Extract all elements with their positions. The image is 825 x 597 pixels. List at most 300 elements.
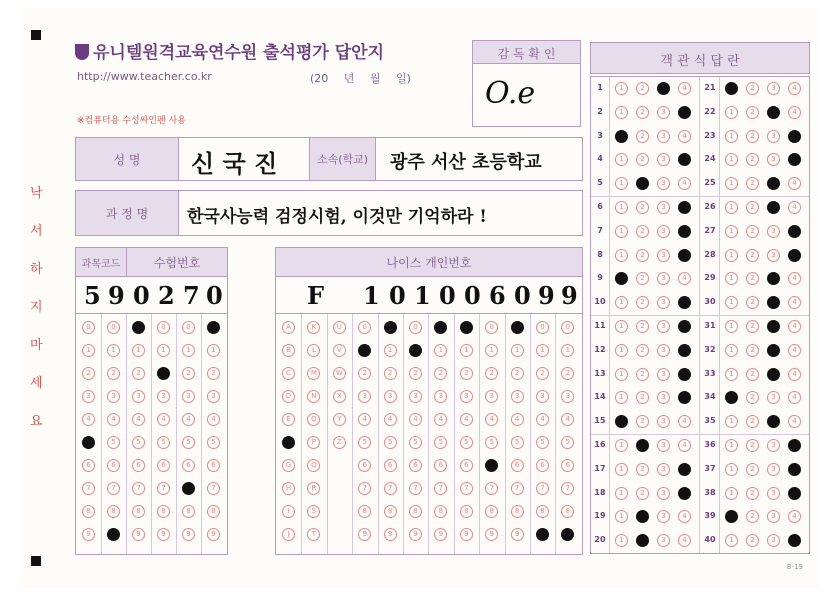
answer-bubble[interactable]: 1 <box>725 82 738 95</box>
exam-digit-bubble[interactable]: 8 <box>107 505 120 518</box>
answer-bubble[interactable]: 3 <box>657 106 670 119</box>
answer-bubble[interactable]: 3 <box>767 106 780 119</box>
answer-bubble[interactable]: 4 <box>678 249 691 262</box>
exam-digit-bubble[interactable]: 9 <box>132 528 145 541</box>
answer-bubble[interactable]: 4 <box>788 272 801 285</box>
answer-bubble[interactable]: 3 <box>767 510 780 523</box>
answer-bubble[interactable]: 1 <box>725 201 738 214</box>
exam-digit-bubble[interactable]: 5 <box>82 436 95 449</box>
exam-digit-bubble[interactable]: 2 <box>207 367 220 380</box>
answer-bubble[interactable]: 2 <box>746 225 759 238</box>
answer-bubble[interactable]: 1 <box>725 510 738 523</box>
neis-bubble[interactable]: W <box>333 367 346 380</box>
exam-digit-bubble[interactable]: 6 <box>157 459 170 472</box>
answer-bubble[interactable]: 1 <box>615 487 628 500</box>
neis-bubble[interactable]: O <box>307 413 320 426</box>
neis-bubble[interactable]: 9 <box>511 528 524 541</box>
answer-bubble[interactable]: 2 <box>636 201 649 214</box>
answer-bubble[interactable]: 3 <box>657 439 670 452</box>
answer-bubble[interactable]: 4 <box>788 153 801 166</box>
answer-bubble[interactable]: 3 <box>657 82 670 95</box>
neis-bubble[interactable]: L <box>307 344 320 357</box>
answer-bubble[interactable]: 2 <box>746 439 759 452</box>
neis-bubble[interactable]: 8 <box>409 505 422 518</box>
neis-bubble[interactable]: 7 <box>511 482 524 495</box>
neis-bubble[interactable]: P <box>307 436 320 449</box>
neis-bubble[interactable]: B <box>282 344 295 357</box>
answer-bubble[interactable]: 1 <box>725 296 738 309</box>
answer-bubble[interactable]: 3 <box>767 82 780 95</box>
answer-bubble[interactable]: 2 <box>746 130 759 143</box>
neis-bubble[interactable]: 4 <box>434 413 447 426</box>
answer-bubble[interactable]: 4 <box>788 177 801 190</box>
neis-bubble[interactable]: 5 <box>485 436 498 449</box>
answer-bubble[interactable]: 4 <box>678 130 691 143</box>
exam-digit-bubble[interactable]: 6 <box>132 459 145 472</box>
answer-bubble[interactable]: 3 <box>657 534 670 547</box>
neis-bubble[interactable]: 4 <box>561 413 574 426</box>
answer-bubble[interactable]: 1 <box>615 82 628 95</box>
answer-bubble[interactable]: 3 <box>767 130 780 143</box>
neis-bubble[interactable]: C <box>282 367 295 380</box>
exam-digit-bubble[interactable]: 6 <box>82 459 95 472</box>
answer-bubble[interactable]: 4 <box>788 534 801 547</box>
answer-bubble[interactable]: 4 <box>788 510 801 523</box>
answer-bubble[interactable]: 3 <box>657 463 670 476</box>
neis-bubble[interactable]: 9 <box>358 528 371 541</box>
neis-bubble[interactable]: 6 <box>561 459 574 472</box>
answer-bubble[interactable]: 3 <box>767 249 780 262</box>
neis-bubble[interactable]: 4 <box>485 413 498 426</box>
neis-bubble[interactable]: 8 <box>561 505 574 518</box>
answer-bubble[interactable]: 3 <box>657 225 670 238</box>
answer-bubble[interactable]: 3 <box>767 225 780 238</box>
answer-bubble[interactable]: 4 <box>678 510 691 523</box>
exam-digit-bubble[interactable]: 3 <box>107 390 120 403</box>
exam-digit-bubble[interactable]: 1 <box>157 344 170 357</box>
answer-bubble[interactable]: 1 <box>725 534 738 547</box>
neis-bubble[interactable]: 9 <box>384 528 397 541</box>
answer-bubble[interactable]: 1 <box>725 225 738 238</box>
answer-bubble[interactable]: 1 <box>725 320 738 333</box>
answer-bubble[interactable]: 3 <box>657 153 670 166</box>
neis-bubble[interactable]: 7 <box>358 482 371 495</box>
answer-bubble[interactable]: 4 <box>678 487 691 500</box>
neis-bubble[interactable]: 2 <box>485 367 498 380</box>
neis-bubble[interactable]: 4 <box>384 413 397 426</box>
answer-bubble[interactable]: 4 <box>788 463 801 476</box>
exam-digit-bubble[interactable]: 9 <box>207 528 220 541</box>
exam-digit-bubble[interactable]: 9 <box>107 528 120 541</box>
answer-bubble[interactable]: 2 <box>746 177 759 190</box>
answer-bubble[interactable]: 4 <box>678 296 691 309</box>
answer-bubble[interactable]: 4 <box>678 391 691 404</box>
exam-digit-bubble[interactable]: 2 <box>82 367 95 380</box>
exam-digit-bubble[interactable]: 5 <box>157 436 170 449</box>
neis-bubble[interactable]: 1 <box>460 344 473 357</box>
exam-digit-bubble[interactable]: 9 <box>157 528 170 541</box>
answer-bubble[interactable]: 4 <box>788 344 801 357</box>
neis-bubble[interactable]: 6 <box>384 459 397 472</box>
answer-bubble[interactable]: 2 <box>636 130 649 143</box>
neis-bubble[interactable]: 8 <box>485 505 498 518</box>
answer-bubble[interactable]: 2 <box>636 249 649 262</box>
exam-digit-bubble[interactable]: 8 <box>132 505 145 518</box>
answer-bubble[interactable]: 2 <box>746 344 759 357</box>
exam-digit-bubble[interactable]: 5 <box>207 436 220 449</box>
answer-bubble[interactable]: 1 <box>615 368 628 381</box>
neis-bubble[interactable]: 1 <box>511 344 524 357</box>
neis-bubble[interactable]: 0 <box>384 321 397 334</box>
neis-bubble[interactable]: 8 <box>511 505 524 518</box>
exam-digit-bubble[interactable]: 0 <box>132 321 145 334</box>
neis-bubble[interactable]: 2 <box>384 367 397 380</box>
neis-bubble[interactable]: 1 <box>561 344 574 357</box>
answer-bubble[interactable]: 4 <box>788 296 801 309</box>
answer-bubble[interactable]: 4 <box>678 201 691 214</box>
neis-bubble[interactable]: 1 <box>384 344 397 357</box>
answer-bubble[interactable]: 3 <box>657 510 670 523</box>
exam-digit-bubble[interactable]: 4 <box>157 413 170 426</box>
neis-bubble[interactable]: 3 <box>409 390 422 403</box>
neis-bubble[interactable]: 0 <box>409 321 422 334</box>
neis-bubble[interactable]: 8 <box>358 505 371 518</box>
answer-bubble[interactable]: 2 <box>636 177 649 190</box>
neis-bubble[interactable]: 0 <box>460 321 473 334</box>
neis-bubble[interactable]: 6 <box>409 459 422 472</box>
course-field[interactable]: 한국사능력 검정시험, 이것만 기억하라 ! <box>178 190 583 236</box>
answer-bubble[interactable]: 1 <box>615 510 628 523</box>
answer-bubble[interactable]: 3 <box>657 272 670 285</box>
exam-digit-bubble[interactable]: 6 <box>207 459 220 472</box>
answer-bubble[interactable]: 2 <box>746 153 759 166</box>
answer-bubble[interactable]: 1 <box>615 177 628 190</box>
exam-digit-bubble[interactable]: 2 <box>157 367 170 380</box>
answer-bubble[interactable]: 4 <box>678 272 691 285</box>
answer-bubble[interactable]: 1 <box>725 415 738 428</box>
exam-digit-bubble[interactable]: 8 <box>182 505 195 518</box>
answer-bubble[interactable]: 3 <box>767 415 780 428</box>
neis-bubble[interactable]: X <box>333 390 346 403</box>
exam-digit-bubble[interactable]: 5 <box>132 436 145 449</box>
neis-bubble[interactable]: 2 <box>409 367 422 380</box>
exam-digit-bubble[interactable]: 3 <box>157 390 170 403</box>
answer-bubble[interactable]: 2 <box>746 391 759 404</box>
answer-bubble[interactable]: 4 <box>678 439 691 452</box>
neis-bubble[interactable]: 5 <box>561 436 574 449</box>
answer-bubble[interactable]: 4 <box>678 534 691 547</box>
answer-bubble[interactable]: 1 <box>725 272 738 285</box>
neis-bubble[interactable]: 6 <box>434 459 447 472</box>
answer-bubble[interactable]: 4 <box>678 344 691 357</box>
exam-digit-bubble[interactable]: 5 <box>107 436 120 449</box>
exam-digit-bubble[interactable]: 1 <box>82 344 95 357</box>
answer-bubble[interactable]: 1 <box>615 201 628 214</box>
neis-bubble[interactable]: 1 <box>536 344 549 357</box>
answer-bubble[interactable]: 2 <box>636 272 649 285</box>
answer-bubble[interactable]: 1 <box>615 249 628 262</box>
answer-bubble[interactable]: 1 <box>615 534 628 547</box>
neis-bubble[interactable]: 5 <box>511 436 524 449</box>
answer-bubble[interactable]: 4 <box>788 487 801 500</box>
answer-bubble[interactable]: 2 <box>746 82 759 95</box>
answer-bubble[interactable]: 1 <box>615 463 628 476</box>
name-field[interactable]: 신 국 진 <box>178 137 310 181</box>
neis-bubble[interactable]: 3 <box>536 390 549 403</box>
neis-bubble[interactable]: 6 <box>511 459 524 472</box>
exam-digit-bubble[interactable]: 8 <box>82 505 95 518</box>
answer-bubble[interactable]: 1 <box>615 272 628 285</box>
answer-bubble[interactable]: 2 <box>746 463 759 476</box>
answer-bubble[interactable]: 3 <box>767 368 780 381</box>
neis-bubble[interactable]: 1 <box>409 344 422 357</box>
neis-bubble[interactable]: 4 <box>460 413 473 426</box>
answer-bubble[interactable]: 4 <box>788 130 801 143</box>
answer-bubble[interactable]: 4 <box>678 177 691 190</box>
neis-bubble[interactable]: E <box>282 413 295 426</box>
answer-bubble[interactable]: 3 <box>657 201 670 214</box>
answer-bubble[interactable]: 3 <box>657 177 670 190</box>
answer-bubble[interactable]: 4 <box>678 415 691 428</box>
neis-bubble[interactable]: 9 <box>460 528 473 541</box>
answer-bubble[interactable]: 4 <box>678 106 691 119</box>
answer-bubble[interactable]: 4 <box>678 82 691 95</box>
neis-bubble[interactable]: 2 <box>561 367 574 380</box>
answer-bubble[interactable]: 4 <box>788 225 801 238</box>
answer-bubble[interactable]: 2 <box>636 225 649 238</box>
neis-bubble[interactable]: 2 <box>536 367 549 380</box>
answer-bubble[interactable]: 2 <box>746 368 759 381</box>
answer-bubble[interactable]: 2 <box>746 534 759 547</box>
answer-bubble[interactable]: 3 <box>767 487 780 500</box>
neis-bubble[interactable]: 4 <box>358 413 371 426</box>
neis-bubble[interactable]: Z <box>333 436 346 449</box>
answer-bubble[interactable]: 1 <box>725 439 738 452</box>
answer-bubble[interactable]: 4 <box>678 225 691 238</box>
answer-bubble[interactable]: 2 <box>636 82 649 95</box>
neis-bubble[interactable]: 3 <box>358 390 371 403</box>
exam-digit-bubble[interactable]: 3 <box>132 390 145 403</box>
neis-bubble[interactable]: 7 <box>485 482 498 495</box>
answer-bubble[interactable]: 3 <box>657 368 670 381</box>
answer-bubble[interactable]: 3 <box>767 320 780 333</box>
neis-bubble[interactable]: 3 <box>384 390 397 403</box>
answer-bubble[interactable]: 4 <box>678 463 691 476</box>
answer-bubble[interactable]: 3 <box>657 391 670 404</box>
neis-bubble[interactable]: 8 <box>536 505 549 518</box>
exam-digit-bubble[interactable]: 7 <box>182 482 195 495</box>
neis-bubble[interactable]: 9 <box>485 528 498 541</box>
neis-bubble[interactable]: 3 <box>485 390 498 403</box>
neis-bubble[interactable]: 0 <box>536 321 549 334</box>
answer-bubble[interactable]: 1 <box>615 153 628 166</box>
exam-digit-bubble[interactable]: 4 <box>207 413 220 426</box>
neis-bubble[interactable]: I <box>282 505 295 518</box>
answer-bubble[interactable]: 3 <box>657 296 670 309</box>
neis-bubble[interactable]: A <box>282 321 295 334</box>
answer-bubble[interactable]: 1 <box>615 320 628 333</box>
exam-digit-bubble[interactable]: 2 <box>182 367 195 380</box>
answer-bubble[interactable]: 3 <box>767 391 780 404</box>
answer-bubble[interactable]: 2 <box>636 320 649 333</box>
neis-bubble[interactable]: G <box>282 459 295 472</box>
exam-digit-bubble[interactable]: 4 <box>132 413 145 426</box>
answer-bubble[interactable]: 1 <box>615 106 628 119</box>
answer-bubble[interactable]: 1 <box>615 439 628 452</box>
answer-bubble[interactable]: 3 <box>657 344 670 357</box>
exam-digit-bubble[interactable]: 6 <box>107 459 120 472</box>
exam-digit-bubble[interactable]: 4 <box>107 413 120 426</box>
neis-bubble[interactable]: Y <box>333 413 346 426</box>
exam-digit-bubble[interactable]: 3 <box>207 390 220 403</box>
answer-bubble[interactable]: 2 <box>636 368 649 381</box>
neis-bubble[interactable]: V <box>333 344 346 357</box>
affiliation-field[interactable]: 광주 서산 초등학교 <box>375 137 583 181</box>
answer-bubble[interactable]: 2 <box>746 249 759 262</box>
answer-bubble[interactable]: 3 <box>767 344 780 357</box>
exam-digit-bubble[interactable]: 7 <box>157 482 170 495</box>
neis-bubble[interactable]: 1 <box>358 344 371 357</box>
answer-bubble[interactable]: 3 <box>767 296 780 309</box>
exam-digit-bubble[interactable]: 0 <box>157 321 170 334</box>
answer-bubble[interactable]: 2 <box>746 296 759 309</box>
answer-bubble[interactable]: 2 <box>636 344 649 357</box>
neis-bubble[interactable]: 6 <box>485 459 498 472</box>
exam-digit-bubble[interactable]: 0 <box>107 321 120 334</box>
neis-bubble[interactable]: 5 <box>460 436 473 449</box>
neis-bubble[interactable]: 2 <box>511 367 524 380</box>
neis-bubble[interactable]: 1 <box>485 344 498 357</box>
answer-bubble[interactable]: 3 <box>767 177 780 190</box>
neis-bubble[interactable]: 4 <box>536 413 549 426</box>
exam-digit-bubble[interactable]: 6 <box>182 459 195 472</box>
answer-bubble[interactable]: 1 <box>725 463 738 476</box>
answer-bubble[interactable]: 1 <box>725 106 738 119</box>
answer-bubble[interactable]: 4 <box>788 201 801 214</box>
answer-bubble[interactable]: 4 <box>678 320 691 333</box>
neis-bubble[interactable]: 2 <box>460 367 473 380</box>
answer-bubble[interactable]: 1 <box>615 225 628 238</box>
exam-number-field[interactable]: 5 9 0 2 7 0 <box>75 276 228 314</box>
exam-digit-bubble[interactable]: 7 <box>207 482 220 495</box>
neis-bubble[interactable]: 8 <box>384 505 397 518</box>
answer-bubble[interactable]: 3 <box>767 201 780 214</box>
exam-digit-bubble[interactable]: 7 <box>132 482 145 495</box>
neis-bubble[interactable]: 9 <box>561 528 574 541</box>
answer-bubble[interactable]: 2 <box>746 272 759 285</box>
exam-digit-bubble[interactable]: 0 <box>207 321 220 334</box>
answer-bubble[interactable]: 3 <box>657 320 670 333</box>
answer-bubble[interactable]: 3 <box>657 487 670 500</box>
answer-bubble[interactable]: 3 <box>767 534 780 547</box>
exam-digit-bubble[interactable]: 5 <box>182 436 195 449</box>
neis-bubble[interactable]: 8 <box>460 505 473 518</box>
neis-bubble[interactable]: 5 <box>358 436 371 449</box>
neis-bubble[interactable]: 7 <box>434 482 447 495</box>
answer-bubble[interactable]: 2 <box>636 463 649 476</box>
neis-bubble[interactable]: F <box>282 436 295 449</box>
neis-bubble[interactable]: 0 <box>358 321 371 334</box>
answer-bubble[interactable]: 1 <box>725 177 738 190</box>
exam-digit-bubble[interactable]: 4 <box>82 413 95 426</box>
neis-bubble[interactable]: D <box>282 390 295 403</box>
answer-bubble[interactable]: 1 <box>725 153 738 166</box>
answer-bubble[interactable]: 2 <box>636 296 649 309</box>
neis-bubble[interactable]: 0 <box>561 321 574 334</box>
neis-bubble[interactable]: 9 <box>536 528 549 541</box>
exam-digit-bubble[interactable]: 8 <box>157 505 170 518</box>
neis-bubble[interactable]: 0 <box>485 321 498 334</box>
exam-digit-bubble[interactable]: 1 <box>132 344 145 357</box>
neis-bubble[interactable]: 7 <box>561 482 574 495</box>
neis-bubble[interactable]: 5 <box>409 436 422 449</box>
neis-bubble[interactable]: Q <box>307 459 320 472</box>
exam-digit-bubble[interactable]: 0 <box>182 321 195 334</box>
answer-bubble[interactable]: 1 <box>615 391 628 404</box>
exam-digit-bubble[interactable]: 9 <box>182 528 195 541</box>
neis-bubble[interactable]: 4 <box>511 413 524 426</box>
exam-digit-bubble[interactable]: 3 <box>182 390 195 403</box>
neis-bubble[interactable]: 5 <box>384 436 397 449</box>
neis-bubble[interactable]: J <box>282 528 295 541</box>
answer-bubble[interactable]: 4 <box>788 368 801 381</box>
neis-bubble[interactable]: 9 <box>434 528 447 541</box>
exam-digit-bubble[interactable]: 7 <box>82 482 95 495</box>
answer-bubble[interactable]: 2 <box>636 534 649 547</box>
answer-bubble[interactable]: 4 <box>678 153 691 166</box>
answer-bubble[interactable]: 2 <box>746 487 759 500</box>
answer-bubble[interactable]: 1 <box>725 130 738 143</box>
neis-bubble[interactable]: N <box>307 390 320 403</box>
answer-bubble[interactable]: 4 <box>788 439 801 452</box>
exam-digit-bubble[interactable]: 1 <box>207 344 220 357</box>
exam-digit-bubble[interactable]: 8 <box>207 505 220 518</box>
neis-bubble[interactable]: S <box>307 505 320 518</box>
answer-bubble[interactable]: 3 <box>767 153 780 166</box>
neis-bubble[interactable]: 5 <box>434 436 447 449</box>
answer-bubble[interactable]: 4 <box>678 368 691 381</box>
neis-bubble[interactable]: T <box>307 528 320 541</box>
neis-bubble[interactable]: 0 <box>511 321 524 334</box>
neis-bubble[interactable]: 7 <box>409 482 422 495</box>
answer-bubble[interactable]: 4 <box>788 320 801 333</box>
neis-bubble[interactable]: 7 <box>384 482 397 495</box>
neis-field[interactable]: F 1 0 1 0 0 6 0 9 9 <box>275 276 583 314</box>
answer-bubble[interactable]: 2 <box>636 415 649 428</box>
exam-digit-bubble[interactable]: 3 <box>82 390 95 403</box>
neis-bubble[interactable]: H <box>282 482 295 495</box>
answer-bubble[interactable]: 1 <box>615 344 628 357</box>
neis-bubble[interactable]: 6 <box>358 459 371 472</box>
answer-bubble[interactable]: 2 <box>746 510 759 523</box>
answer-bubble[interactable]: 3 <box>657 415 670 428</box>
neis-bubble[interactable]: 4 <box>409 413 422 426</box>
neis-bubble[interactable]: 1 <box>434 344 447 357</box>
neis-bubble[interactable]: 7 <box>460 482 473 495</box>
neis-bubble[interactable]: 2 <box>358 367 371 380</box>
neis-bubble[interactable]: 9 <box>409 528 422 541</box>
neis-bubble[interactable]: U <box>333 321 346 334</box>
answer-bubble[interactable]: 2 <box>636 487 649 500</box>
answer-bubble[interactable]: 4 <box>788 106 801 119</box>
neis-bubble[interactable]: 5 <box>536 436 549 449</box>
answer-bubble[interactable]: 3 <box>657 130 670 143</box>
exam-digit-bubble[interactable]: 4 <box>182 413 195 426</box>
neis-bubble[interactable]: 2 <box>434 367 447 380</box>
exam-digit-bubble[interactable]: 9 <box>82 528 95 541</box>
answer-bubble[interactable]: 1 <box>725 391 738 404</box>
answer-bubble[interactable]: 2 <box>746 415 759 428</box>
